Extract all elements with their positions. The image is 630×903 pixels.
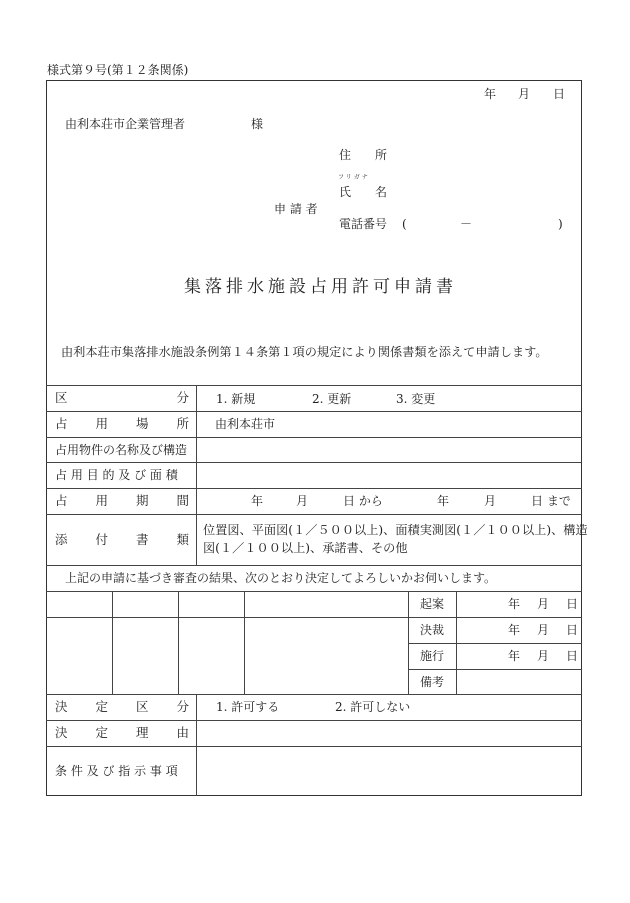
- inquiry-statement: 上記の申請に基づき審査の結果、次のとおり決定してよろしいかお伺いします。: [65, 571, 497, 585]
- phone-label: 電話番号: [339, 217, 388, 231]
- rule-line: [46, 411, 582, 412]
- attachments-line-2: 図(１／１００以上)、承諾書、その他: [203, 541, 408, 555]
- drafted-year: 年: [508, 597, 521, 611]
- rule-line: [46, 488, 582, 489]
- form-title: 集落排水施設占用許可申請書: [184, 277, 457, 297]
- phone-dash: －: [460, 217, 473, 231]
- rule-line: [408, 643, 582, 644]
- rule-line: [408, 669, 582, 670]
- period-from-month: 月: [296, 494, 309, 508]
- rule-line: [46, 514, 582, 515]
- period-from-year: 年: [251, 494, 264, 508]
- column-divider: [196, 694, 197, 796]
- date-day: 日: [553, 87, 566, 101]
- rule-line: [408, 617, 582, 618]
- rule-line: [46, 746, 582, 747]
- period-from-day: 日 から: [343, 494, 383, 508]
- decided-day: 日: [566, 623, 579, 637]
- addressee-honorific: 様: [251, 117, 264, 131]
- location-label: 占 用 場 所: [55, 416, 189, 431]
- rule-line: [46, 720, 582, 721]
- enforced-month: 月: [537, 649, 550, 663]
- purpose-label: 占 用 目 的 及 び 面 積: [55, 468, 178, 482]
- drafted-label: 起案: [420, 597, 445, 611]
- enforced-year: 年: [508, 649, 521, 663]
- enforced-label: 施行: [420, 649, 445, 663]
- period-to-year: 年: [437, 494, 450, 508]
- address-label: 住 所: [339, 148, 388, 162]
- application-form-frame: [46, 80, 582, 796]
- enforced-day: 日: [566, 649, 579, 663]
- decision-option-permit: 1. 許可する: [216, 700, 280, 714]
- date-month: 月: [518, 87, 531, 101]
- applicant-label: 申 請 者: [274, 202, 318, 216]
- drafted-day: 日: [566, 597, 579, 611]
- column-divider: [408, 591, 409, 694]
- rule-line: [46, 617, 408, 618]
- attachments-line-1: 位置図、平面図(１／５００以上)、面積実測図(１／１００以上)、構造: [203, 523, 588, 537]
- furigana-label: フリガナ: [338, 174, 370, 181]
- decided-month: 月: [537, 623, 550, 637]
- period-label: 占 用 期 間: [55, 493, 189, 508]
- object-label: 占用物件の名称及び構造: [55, 443, 188, 457]
- application-statement: 由利本荘市集落排水施設条例第１４条第１項の規定により関係書類を添えて申請します。: [61, 345, 548, 359]
- drafted-month: 月: [537, 597, 550, 611]
- decided-year: 年: [508, 623, 521, 637]
- period-to-day: 日 まで: [531, 494, 571, 508]
- phone-paren-close: ): [558, 217, 563, 231]
- name-label: 氏 名: [339, 185, 388, 199]
- conditions-label: 条 件 及 び 指 示 事 項: [55, 764, 178, 778]
- period-to-month: 月: [484, 494, 497, 508]
- category-label: 区 分: [55, 390, 189, 405]
- form-number-label: 様式第９号(第１２条関係): [47, 63, 189, 77]
- decision-option-deny: 2. 許可しない: [335, 700, 411, 714]
- rule-line: [46, 437, 582, 438]
- decision-category-label: 決 定 区 分: [55, 699, 189, 714]
- decision-reason-label: 決 定 理 由: [55, 725, 189, 740]
- rule-line: [46, 565, 582, 566]
- column-divider: [456, 591, 457, 694]
- column-divider: [112, 591, 113, 694]
- date-year: 年: [484, 87, 497, 101]
- rule-line: [46, 385, 582, 386]
- attachments-label: 添 付 書 類: [55, 532, 189, 547]
- column-divider: [244, 591, 245, 694]
- decided-label: 決裁: [420, 623, 445, 637]
- category-option-new: 1. 新規: [216, 392, 256, 406]
- rule-line: [46, 591, 582, 592]
- column-divider: [178, 591, 179, 694]
- rule-line: [46, 462, 582, 463]
- rule-line: [46, 694, 582, 695]
- phone-paren-open: (: [402, 217, 407, 231]
- remarks-label: 備考: [420, 675, 445, 689]
- category-option-change: 3. 変更: [396, 392, 436, 406]
- category-option-renew: 2. 更新: [312, 392, 352, 406]
- location-value: 由利本荘市: [215, 417, 276, 431]
- addressee: 由利本荘市企業管理者: [65, 117, 186, 131]
- column-divider: [196, 385, 197, 565]
